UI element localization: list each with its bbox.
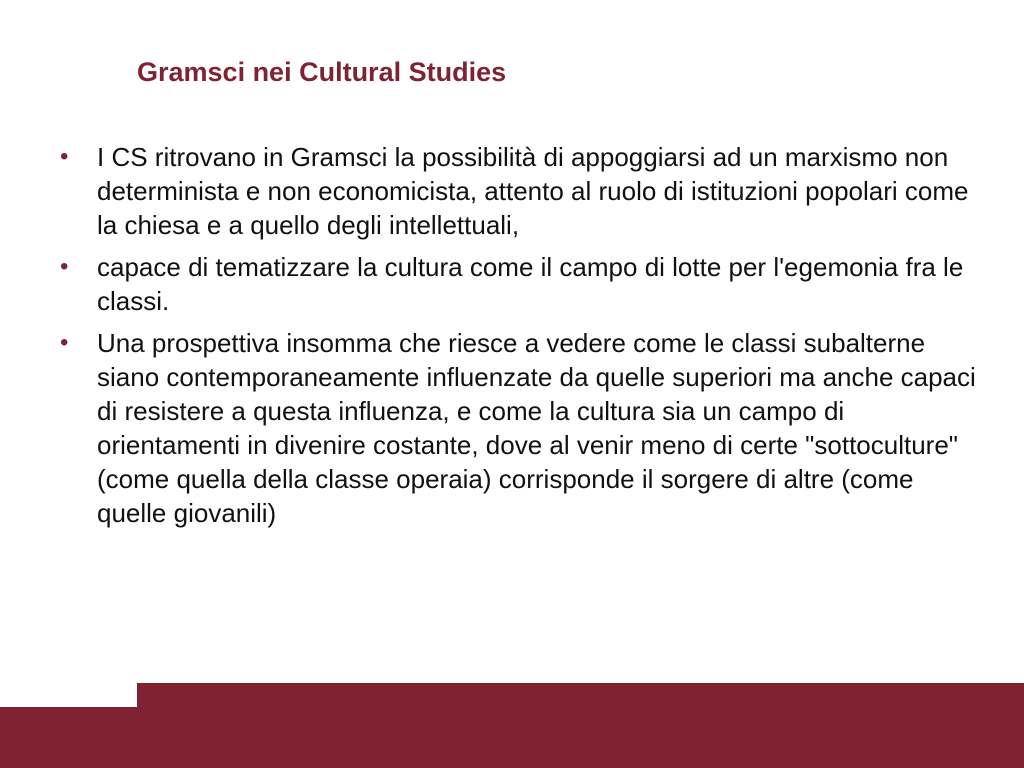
- bullet-text: capace di tematizzare la cultura come il campo di lotte per l'egemonia fra le classi.: [97, 252, 964, 316]
- footer-bar: [0, 707, 1024, 768]
- bullet-text: Una prospettiva insomma che riesce a vedere come le classi subalterne siano contemporaneamente influenzate da quelle superiori ma anche capaci di resistere a questa influenza, e come la cultura sia un campo di orientamenti in divenire costante, dove al venir meno di certe "sottoculture" (come quella della classe operaia) corrisponde il sorgere di altre (come quelle giovanili): [97, 328, 976, 528]
- footer-white-notch: [0, 683, 137, 707]
- bullet-item: [60, 326, 980, 530]
- bullet-text: I CS ritrovano in Gramsci la possibilità di appoggiarsi ad un marxismo non determinista e non economicista, attento al ruolo di istituzioni popolari come la chiesa e a quello degli intellettuali,: [97, 142, 969, 240]
- bullet-list: [60, 140, 980, 538]
- bullet-dot-icon: •: [60, 253, 69, 280]
- bullet-item: [60, 140, 980, 242]
- slide-title: Gramsci nei Cultural Studies: [137, 57, 507, 87]
- bullet-item: [60, 250, 980, 318]
- bullet-dot-icon: •: [60, 329, 69, 356]
- bullet-dot-icon: •: [60, 143, 69, 170]
- footer-bar-step: [137, 683, 1024, 709]
